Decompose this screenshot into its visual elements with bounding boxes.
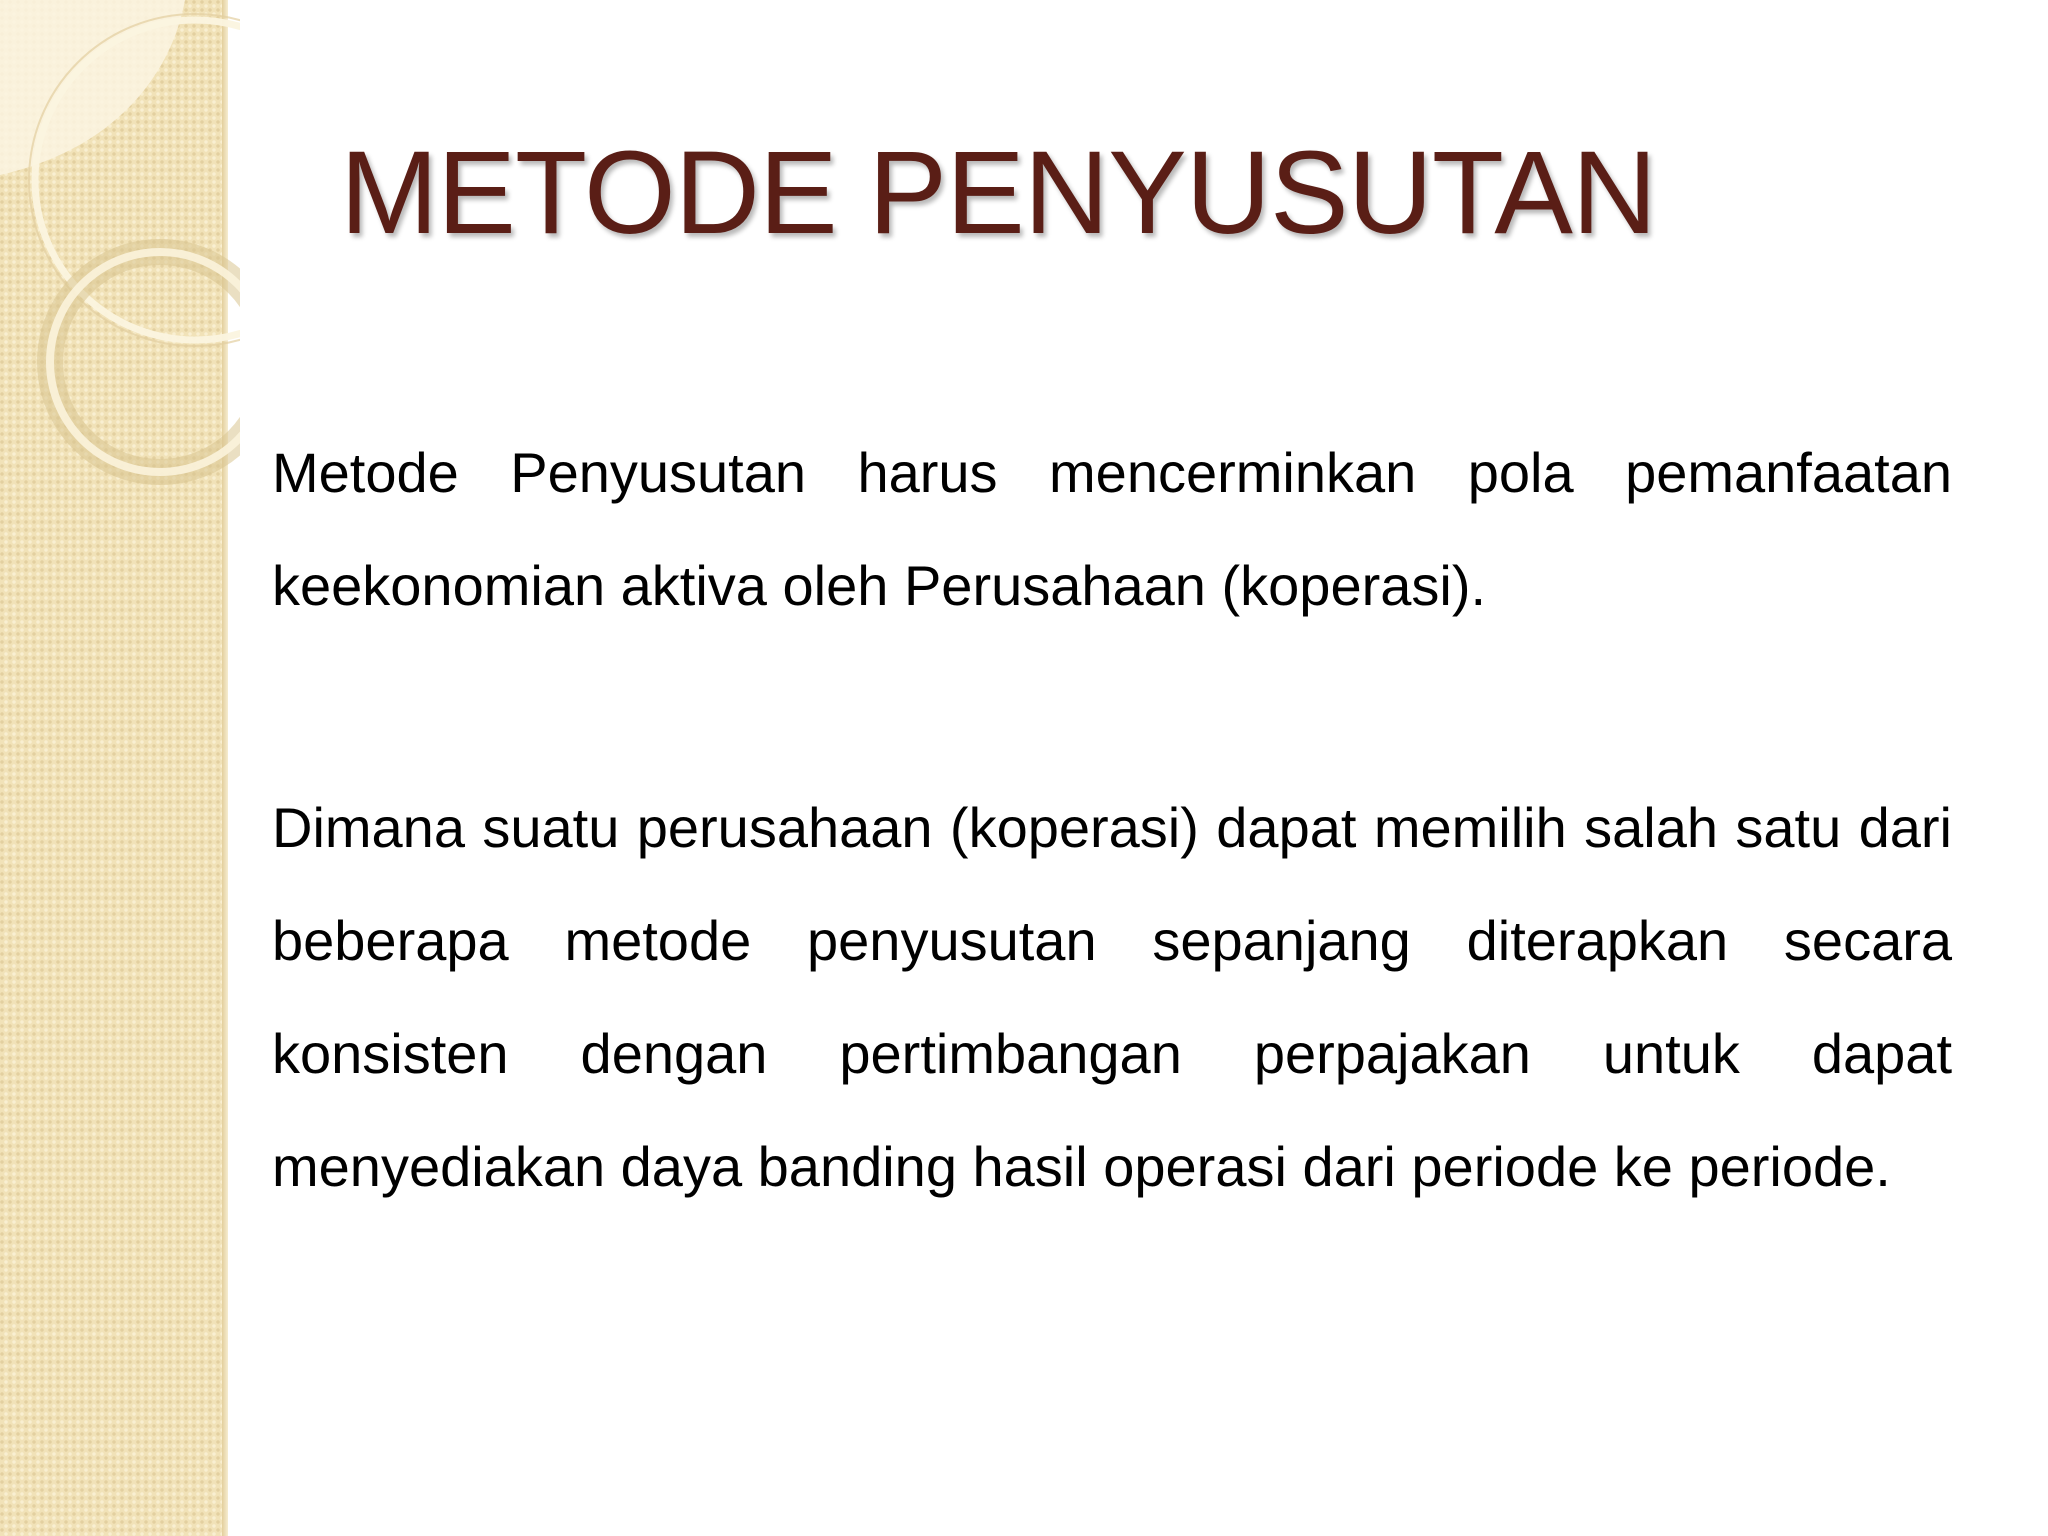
slide-title: METODE PENYUSUTAN xyxy=(340,127,1657,259)
paragraph-method-selection: Dimana suatu perusahaan (koperasi) dapat memilih salah satu dari beberapa metode penyusutan sepanjang diterapkan secara konsisten dengan pertimbangan perpajakan untuk dapat menyediakan daya banding hasil operasi dari periode ke periode. xyxy=(272,796,1952,1198)
decorative-circles xyxy=(0,0,240,520)
paragraph-definition: Metode Penyusutan harus mencerminkan pola pemanfaatan keekonomian aktiva oleh Perusahaan (koperasi). xyxy=(272,441,1952,617)
